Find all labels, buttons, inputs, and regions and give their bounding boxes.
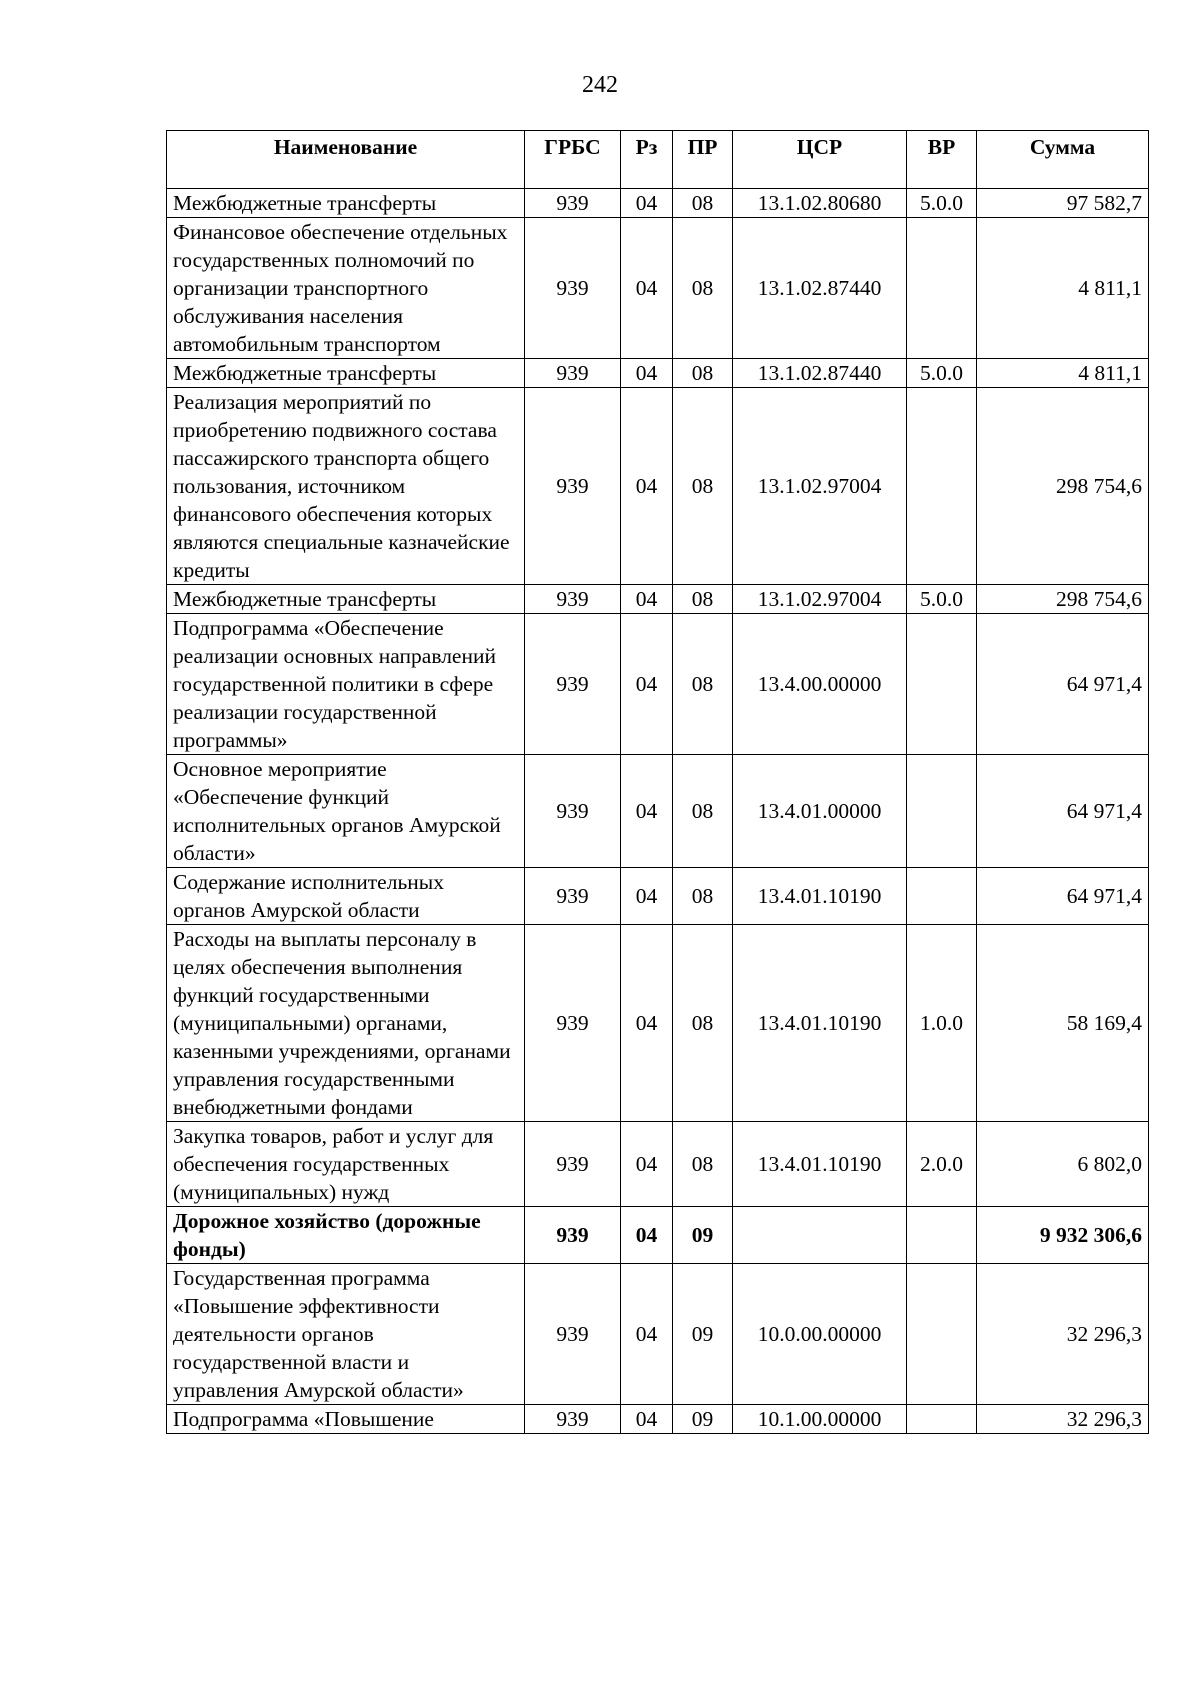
- cell-name: Дорожное хозяйство (дорожные фонды): [167, 1207, 525, 1264]
- cell-sum: 4 811,1: [977, 359, 1149, 388]
- cell-sum: 64 971,4: [977, 755, 1149, 868]
- cell-grbs: 939: [525, 359, 621, 388]
- cell-vr: [907, 388, 977, 585]
- cell-sum: 58 169,4: [977, 925, 1149, 1122]
- cell-name: Подпрограмма «Обеспечение реализации основных направлений государственной политики в сфере реализации государственной программы»: [167, 614, 525, 755]
- cell-csr: 13.1.02.97004: [733, 388, 907, 585]
- cell-csr: 13.1.02.97004: [733, 585, 907, 614]
- cell-pr: 09: [673, 1405, 733, 1434]
- cell-name: Расходы на выплаты персоналу в целях обеспечения выполнения функций государственными (муниципальными) органами, казенными учреждениями, органами управления государственными внебюджетными фондами: [167, 925, 525, 1122]
- table-row: [167, 585, 1149, 614]
- cell-vr: [907, 868, 977, 925]
- cell-sum: 298 754,6: [977, 388, 1149, 585]
- cell-csr: [733, 1207, 907, 1264]
- cell-grbs: 939: [525, 614, 621, 755]
- cell-pr: 09: [673, 1264, 733, 1405]
- cell-name: Государственная программа «Повышение эффективности деятельности органов государственной власти и управления Амурской области»: [167, 1264, 525, 1405]
- cell-name: Подпрограмма «Повышение: [167, 1405, 525, 1434]
- cell-sum: 97 582,7: [977, 189, 1149, 218]
- table-row: [167, 1207, 1149, 1264]
- cell-grbs: 939: [525, 1207, 621, 1264]
- cell-csr: 10.1.00.00000: [733, 1405, 907, 1434]
- cell-sum: 64 971,4: [977, 614, 1149, 755]
- cell-grbs: 939: [525, 1264, 621, 1405]
- cell-sum: 32 296,3: [977, 1405, 1149, 1434]
- table-row: [167, 1405, 1149, 1434]
- cell-rz: 04: [621, 218, 673, 359]
- table-header-row: [167, 131, 1149, 189]
- table-row: [167, 868, 1149, 925]
- cell-pr: 08: [673, 614, 733, 755]
- cell-vr: [907, 1405, 977, 1434]
- cell-csr: 13.4.01.10190: [733, 868, 907, 925]
- cell-name: Закупка товаров, работ и услуг для обеспечения государственных (муниципальных) нужд: [167, 1122, 525, 1207]
- cell-rz: 04: [621, 585, 673, 614]
- cell-csr: 13.1.02.80680: [733, 189, 907, 218]
- cell-pr: 08: [673, 585, 733, 614]
- table-row: [167, 1264, 1149, 1405]
- cell-grbs: 939: [525, 1122, 621, 1207]
- cell-csr: 13.4.01.10190: [733, 925, 907, 1122]
- cell-rz: 04: [621, 1405, 673, 1434]
- budget-table: [166, 130, 1149, 1434]
- cell-name: Основное мероприятие «Обеспечение функций исполнительных органов Амурской области»: [167, 755, 525, 868]
- table-row: [167, 218, 1149, 359]
- cell-csr: 10.0.00.00000: [733, 1264, 907, 1405]
- table-row: [167, 359, 1149, 388]
- table-body: [167, 189, 1149, 1434]
- cell-vr: [907, 1264, 977, 1405]
- cell-vr: 5.0.0: [907, 359, 977, 388]
- cell-rz: 04: [621, 614, 673, 755]
- header-sum: Сумма: [977, 131, 1149, 189]
- cell-grbs: 939: [525, 189, 621, 218]
- cell-sum: 4 811,1: [977, 218, 1149, 359]
- cell-pr: 08: [673, 925, 733, 1122]
- header-name: Наименование: [167, 131, 525, 189]
- cell-grbs: 939: [525, 755, 621, 868]
- cell-csr: 13.1.02.87440: [733, 359, 907, 388]
- cell-pr: 08: [673, 388, 733, 585]
- cell-vr: 2.0.0: [907, 1122, 977, 1207]
- cell-grbs: 939: [525, 1405, 621, 1434]
- cell-rz: 04: [621, 1207, 673, 1264]
- cell-rz: 04: [621, 1122, 673, 1207]
- cell-grbs: 939: [525, 868, 621, 925]
- cell-csr: 13.4.01.10190: [733, 1122, 907, 1207]
- header-pr: ПР: [673, 131, 733, 189]
- cell-sum: 64 971,4: [977, 868, 1149, 925]
- cell-pr: 08: [673, 359, 733, 388]
- cell-pr: 09: [673, 1207, 733, 1264]
- cell-sum: 9 932 306,6: [977, 1207, 1149, 1264]
- cell-grbs: 939: [525, 585, 621, 614]
- cell-name: Межбюджетные трансферты: [167, 359, 525, 388]
- cell-rz: 04: [621, 925, 673, 1122]
- cell-pr: 08: [673, 868, 733, 925]
- cell-vr: [907, 755, 977, 868]
- table-row: [167, 925, 1149, 1122]
- header-grbs: ГРБС: [525, 131, 621, 189]
- cell-grbs: 939: [525, 925, 621, 1122]
- table-row: [167, 1122, 1149, 1207]
- cell-vr: [907, 1207, 977, 1264]
- cell-name: Финансовое обеспечение отдельных государственных полномочий по организации транспортного обслуживания населения автомобильным транспортом: [167, 218, 525, 359]
- table-row: [167, 189, 1149, 218]
- cell-csr: 13.1.02.87440: [733, 218, 907, 359]
- cell-pr: 08: [673, 218, 733, 359]
- cell-rz: 04: [621, 755, 673, 868]
- header-rz: Рз: [621, 131, 673, 189]
- cell-grbs: 939: [525, 218, 621, 359]
- cell-pr: 08: [673, 189, 733, 218]
- cell-vr: 5.0.0: [907, 585, 977, 614]
- cell-name: Содержание исполнительных органов Амурской области: [167, 868, 525, 925]
- cell-vr: [907, 218, 977, 359]
- cell-sum: 6 802,0: [977, 1122, 1149, 1207]
- cell-csr: 13.4.01.00000: [733, 755, 907, 868]
- page-number: 242: [582, 72, 618, 98]
- table-row: [167, 388, 1149, 585]
- header-vr: ВР: [907, 131, 977, 189]
- cell-sum: 32 296,3: [977, 1264, 1149, 1405]
- cell-rz: 04: [621, 359, 673, 388]
- cell-name: Реализация мероприятий по приобретению подвижного состава пассажирского транспорта общего пользования, источником финансового обеспечения которых являются специальные казначейские кредиты: [167, 388, 525, 585]
- cell-pr: 08: [673, 755, 733, 868]
- cell-rz: 04: [621, 1264, 673, 1405]
- cell-name: Межбюджетные трансферты: [167, 189, 525, 218]
- cell-vr: 5.0.0: [907, 189, 977, 218]
- table-row: [167, 755, 1149, 868]
- cell-rz: 04: [621, 189, 673, 218]
- table-row: [167, 614, 1149, 755]
- cell-vr: 1.0.0: [907, 925, 977, 1122]
- cell-rz: 04: [621, 868, 673, 925]
- cell-pr: 08: [673, 1122, 733, 1207]
- cell-vr: [907, 614, 977, 755]
- cell-csr: 13.4.00.00000: [733, 614, 907, 755]
- cell-rz: 04: [621, 388, 673, 585]
- cell-grbs: 939: [525, 388, 621, 585]
- cell-sum: 298 754,6: [977, 585, 1149, 614]
- cell-name: Межбюджетные трансферты: [167, 585, 525, 614]
- header-csr: ЦСР: [733, 131, 907, 189]
